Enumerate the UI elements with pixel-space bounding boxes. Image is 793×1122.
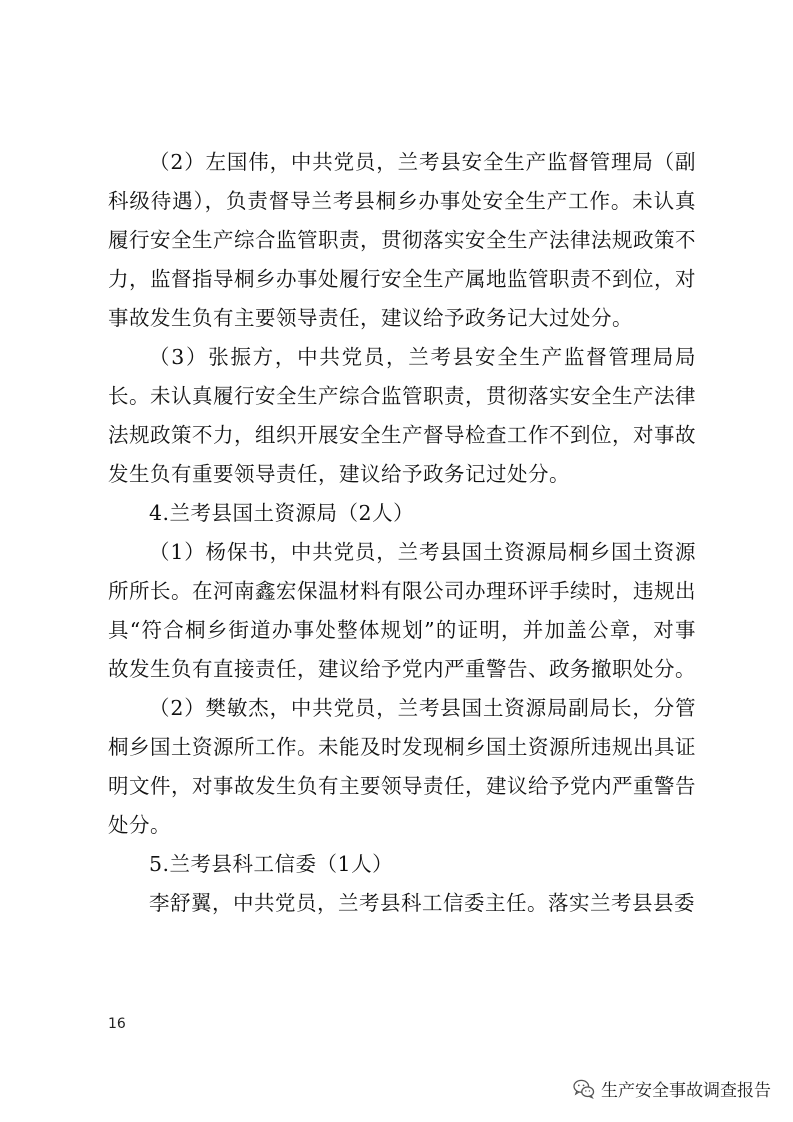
paragraph-yang-baoshu: （1）杨保书，中共党员，兰考县国土资源局桐乡国土资源所所长。在河南鑫宏保温材料有限公司办理环评手续时，违规出具“符合桐乡街道办事处整体规划”的证明，并加盖公章，对事故发生负有直接责任，建议给予党内严重警告、政务撤职处分。 — [108, 540, 696, 681]
paragraph-zuo-guowei: （2）左国伟，中共党员，兰考县安全生产监督管理局（副科级待遇），负责督导兰考县桐乡办事处安全生产工作。未认真履行安全生产综合监管职责，贯彻落实安全生产法律法规政策不力，监督指导桐乡办事处履行安全生产属地监管职责不到位，对事故发生负有主要领导责任，建议给予政务记大过处分。 — [108, 150, 696, 330]
section-heading-land-resources: 4.兰考县国土资源局（2人） — [149, 501, 415, 525]
watermark — [573, 1076, 771, 1101]
page-number: 16 — [108, 1016, 126, 1032]
paragraph-fan-minjie: （2）樊敏杰，中共党员，兰考县国土资源局副局长，分管桐乡国土资源所工作。未能及时发现桐乡国土资源所违规出具证明文件，对事故发生负有主要领导责任，建议给予党内严重警告处分。 — [108, 696, 696, 837]
wechat-icon — [573, 1079, 595, 1099]
paragraph-li-shuyi: 李舒翼，中共党员，兰考县科工信委主任。落实兰考县县委 — [149, 891, 695, 915]
paragraph-zhang-zhenfang: （3）张振方，中共党员，兰考县安全生产监督管理局局长。未认真履行安全生产综合监管职责，贯彻落实安全生产法律法规政策不力，组织开展安全生产督导检查工作不到位，对事故发生负有重要领导责任，建议给予政务记过处分。 — [108, 345, 696, 486]
watermark-text: 生产安全事故调查报告 — [601, 1081, 771, 1101]
document-body — [108, 143, 696, 923]
section-heading-science-industry: 5.兰考县科工信委（1人） — [149, 852, 394, 876]
